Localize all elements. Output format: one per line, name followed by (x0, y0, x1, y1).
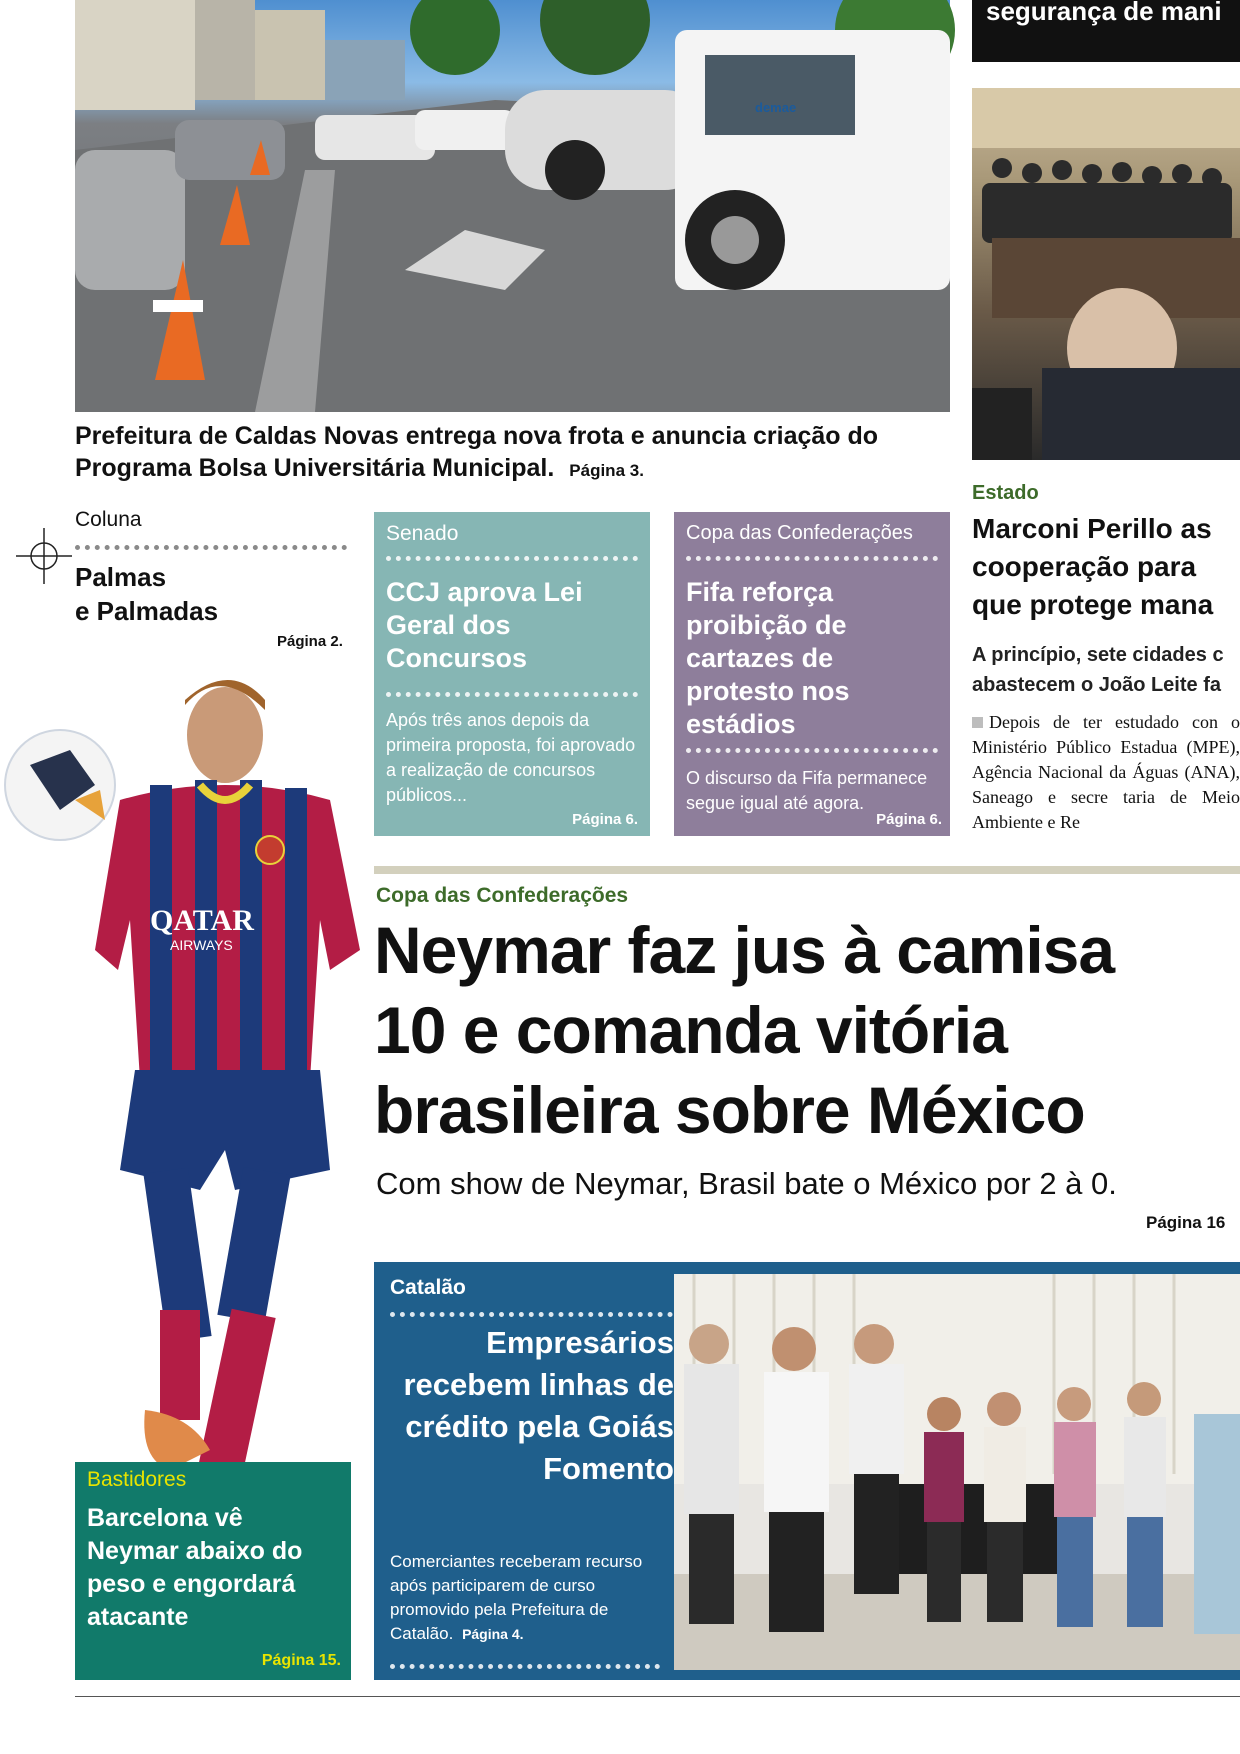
coluna-kicker: Coluna (75, 508, 142, 531)
catalao-title: Empresários recebem linhas de crédito pela Goiás Fomento (403, 1325, 674, 1486)
bastidores-title: Barcelona vê Neymar abaixo do peso e engordará atacante (87, 1504, 303, 1631)
senado-divider-mid (386, 692, 638, 697)
estado-body (972, 710, 1240, 832)
coluna-page-ref: Página 2. (277, 633, 343, 650)
main-story-kicker: Copa das Confederações (376, 884, 629, 907)
coluna-title-line2: e Palmadas (75, 596, 219, 626)
office-scene-illustration (674, 1274, 1240, 1670)
estado-headline[interactable]: Marconi Perillo as cooperação para que protege mana (972, 513, 1214, 620)
meeting-scene-illustration (972, 88, 1240, 460)
copa-box-page-ref: Página 6. (876, 811, 942, 828)
main-story-page-ref: Página 16 (1146, 1213, 1226, 1232)
copa-box-text: O discurso da Fifa permanece segue igual até agora. (686, 768, 928, 813)
coluna-divider (75, 545, 347, 550)
jersey-sponsor-line2: AIRWAYS (170, 937, 233, 953)
copa-box[interactable] (674, 512, 950, 836)
copa-box-divider-mid (686, 748, 938, 753)
main-story-subhead: Com show de Neymar, Brasil bate o México por 2 à 0. (376, 1166, 1117, 1201)
main-story-headline-line2: 10 e comanda vitória (374, 993, 1007, 1067)
top-right-headline-fragment[interactable]: segurança de mani (986, 0, 1222, 26)
bullet-square-icon (972, 717, 983, 728)
top-story-caption-text: Prefeitura de Caldas Novas entrega nova frota e anuncia criação do Programa Bolsa Universitária Municipal. (75, 422, 879, 482)
top-story-page-ref: Página 3. (569, 461, 644, 480)
catalao-kicker: Catalão (390, 1276, 466, 1299)
catalao-divider-bottom (390, 1664, 660, 1669)
senado-page-ref: Página 6. (572, 811, 638, 828)
top-right-black-banner (972, 0, 1240, 62)
catalao-photo (674, 1274, 1240, 1670)
meeting-photo (972, 88, 1240, 460)
senado-text: Após três anos depois da primeira proposta, foi aprovado a realização de concursos públicos... (386, 710, 636, 805)
coluna-title[interactable] (75, 560, 218, 628)
crosshair-icon (16, 528, 72, 584)
senado-box[interactable] (374, 512, 650, 836)
senado-title: CCJ aprova Lei Geral dos Concursos (386, 577, 583, 673)
truck-logo: demae (755, 100, 797, 115)
copa-box-title: Fifa reforça proibição de cartazes de protesto nos estádios (686, 577, 850, 739)
bastidores-box[interactable] (75, 1462, 351, 1680)
main-story-headline-line3: brasileira sobre México (374, 1073, 1085, 1147)
senado-divider-top (386, 556, 638, 561)
estado-subhead: A princípio, sete cidades c abastecem o João Leite fa (972, 644, 1224, 696)
coluna-title-line1: Palmas (75, 562, 167, 592)
catalao-text (390, 1550, 670, 1646)
street-scene-illustration (75, 0, 950, 412)
copa-box-kicker: Copa das Confederações (686, 522, 913, 544)
estado-kicker: Estado (972, 482, 1039, 504)
top-story-caption[interactable] (75, 420, 955, 487)
main-story-headline[interactable] (374, 910, 1240, 1150)
estado-body-text: Depois de ter estudado con o Ministério Público Estadua (MPE), Agência Nacional da Águas (ANA), Saneago e secre taria de Meio Ambiente e Re (972, 712, 1240, 832)
catalao-text-body: Comerciantes receberam recurso após participarem de curso promovido pela Prefeitura de Catalão. (390, 1552, 643, 1643)
bastidores-page-ref: Página 15. (261, 1652, 341, 1669)
catalao-page-ref: Página 4. (462, 1626, 524, 1642)
bastidores-kicker: Bastidores (87, 1468, 187, 1491)
caldas-novas-photo (75, 0, 950, 412)
senado-kicker: Senado (386, 522, 459, 545)
bottom-rule (75, 1696, 1240, 1697)
main-story-headline-line1: Neymar faz jus à camisa (374, 913, 1115, 987)
jersey-sponsor-line1: QATAR (150, 904, 254, 937)
copa-box-divider-top (686, 556, 938, 561)
main-story-rule (374, 866, 1240, 874)
